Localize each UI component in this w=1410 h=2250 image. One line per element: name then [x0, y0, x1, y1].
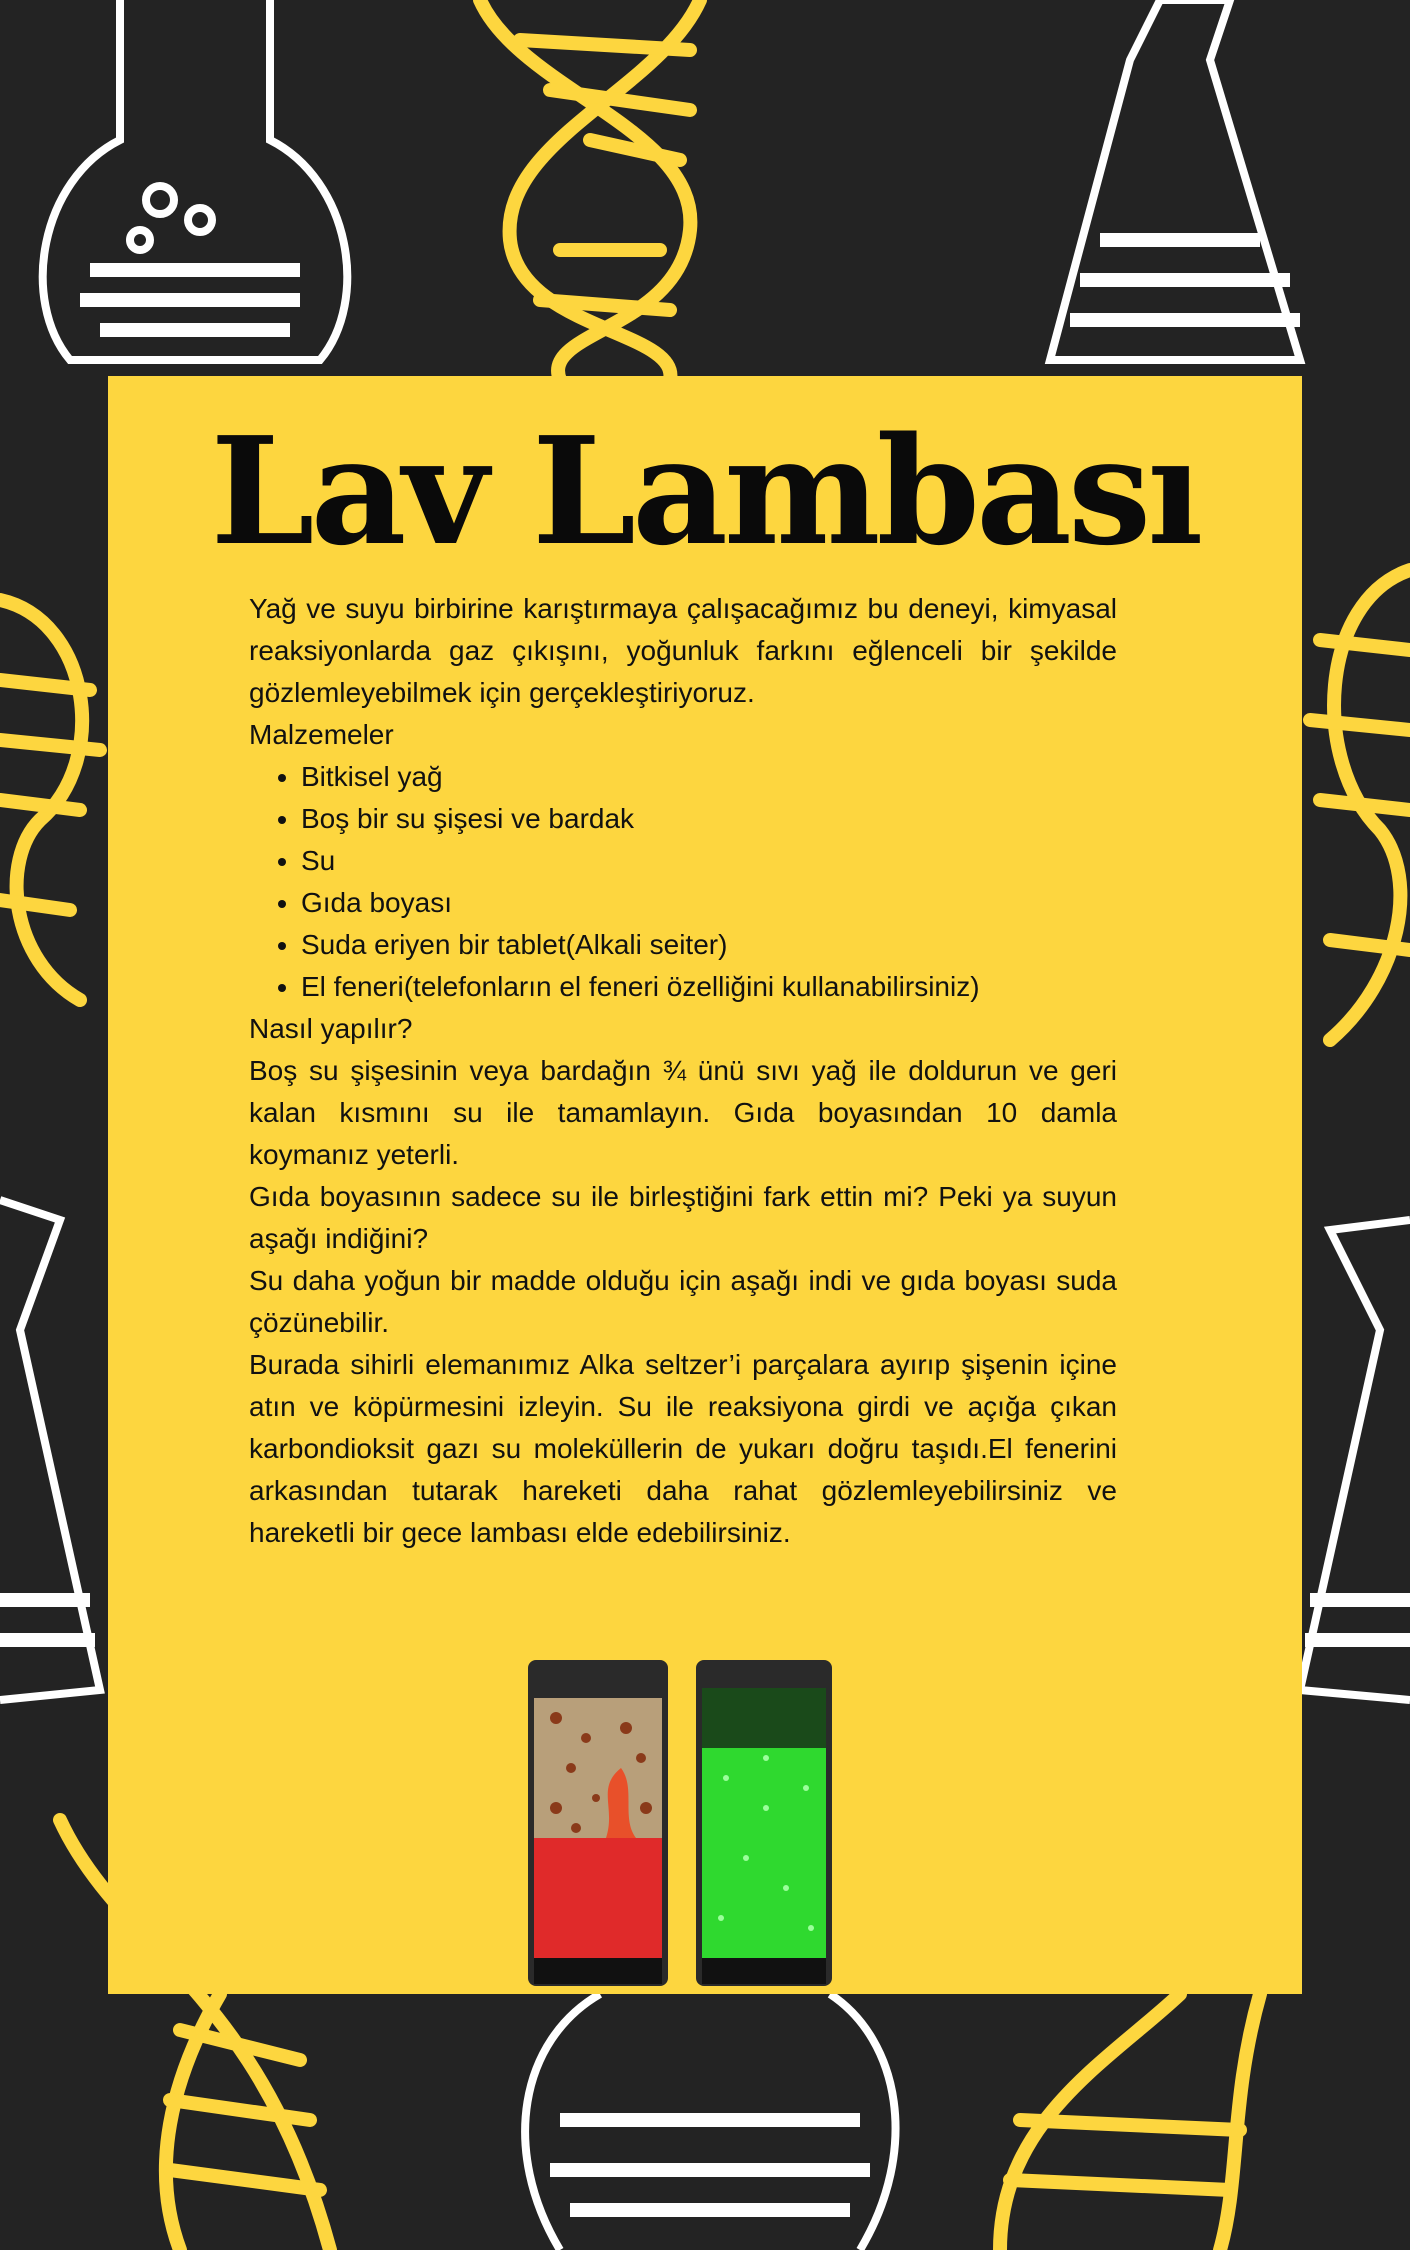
- step-paragraph: Su daha yoğun bir madde olduğu için aşağı indi ve gıda boyası suda çözünebilir.: [249, 1265, 1117, 1338]
- page-title: Lav Lambası: [210, 404, 1200, 578]
- red-glass-icon: [528, 1660, 668, 1986]
- content-card: [108, 376, 1302, 1994]
- list-item: • Gıda boyası: [301, 882, 1117, 924]
- step-paragraph: Boş su şişesinin veya bardağın ¾ ünü sıvı yağ ile doldurun ve geri kalan kısmını su ile tamamlayın. Gıda boyasından 10 damla koymanız yeterli.: [249, 1055, 1117, 1170]
- materials-list: [249, 756, 1117, 1008]
- list-item: • Bitkisel yağ: [301, 756, 1117, 798]
- materials-heading: Malzemeler: [249, 719, 394, 750]
- flask-icon: [1050, 0, 1300, 360]
- dna-helix-icon: [1310, 570, 1410, 1040]
- dna-helix-icon: [1000, 1994, 1260, 2250]
- list-item: • El feneri(telefonların el feneri özelliğini kullanabilirsiniz): [301, 966, 1117, 1008]
- flask-icon: [1300, 1220, 1410, 1700]
- list-item: • Su: [301, 840, 1117, 882]
- step-paragraph: Gıda boyasının sadece su ile birleştiğini fark ettin mi? Peki ya suyun aşağı indiğini?: [249, 1181, 1117, 1254]
- flask-icon: [0, 1200, 100, 1700]
- list-item: • Suda eriyen bir tablet(Alkali seiter): [301, 924, 1117, 966]
- method-heading: Nasıl yapılır?: [249, 1013, 413, 1044]
- list-item: • Boş bir su şişesi ve bardak: [301, 798, 1117, 840]
- green-glass-icon: [696, 1660, 832, 1986]
- dna-helix-icon: [480, 0, 700, 380]
- intro-paragraph: Yağ ve suyu birbirine karıştırmaya çalışacağımız bu deneyi, kimyasal reaksiyonlarda gaz çıkışını, yoğunluk farkını eğlenceli bir şekilde gözlemleyebilmek için gerçekleştiriyoruz.: [249, 593, 1117, 708]
- step-paragraph: Burada sihirli elemanımız Alka seltzer’i parçalara ayırıp şişenin içine atın ve köpürmesini izleyin. Su ile reaksiyona girdi ve açığa çıkan karbondioksit gazı su moleküllerin de yukarı doğru taşıdı.El fenerini arkasından tutarak hareketi daha rahat gözlemleyebilirsiniz ve hareketli bir gece lambası elde edebilirsiniz.: [249, 1349, 1117, 1548]
- article-body: [249, 588, 1117, 1554]
- dna-helix-icon: [0, 600, 100, 1000]
- flask-icon: [43, 0, 348, 360]
- lava-lamp-glasses-image: [526, 1658, 836, 1988]
- flask-icon: [525, 1994, 895, 2250]
